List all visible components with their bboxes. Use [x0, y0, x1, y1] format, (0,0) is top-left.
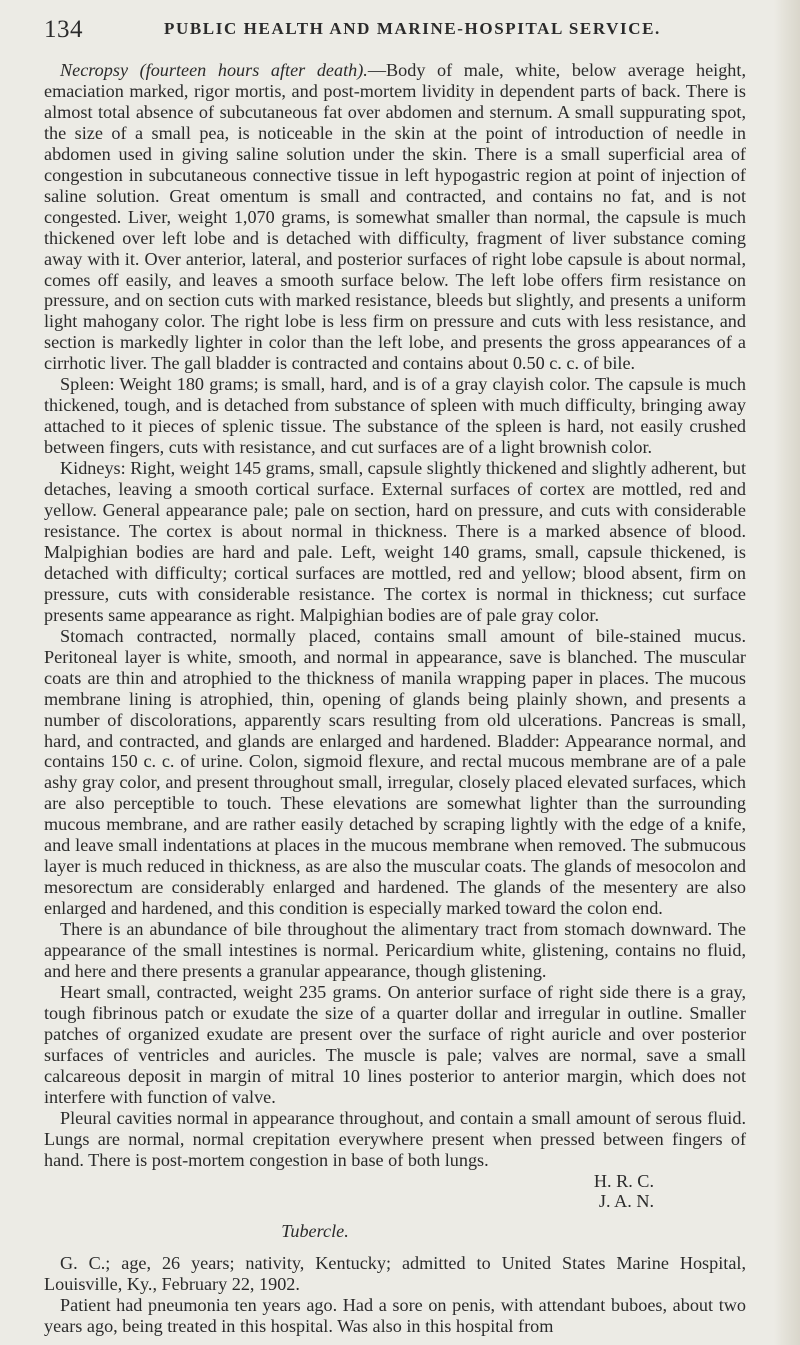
page-number: 134: [44, 16, 83, 43]
signature-1: H. R. C.: [593, 1170, 654, 1191]
page-header: [44, 10, 744, 48]
stomach-paragraph: Stomach contracted, normally placed, contains small amount of bile-stained mucus. Peritoneal layer is white, smooth, and normal in appearance, save is blanched. The muscular coats are thin and atrophied to the thickness of manila wrapping paper in places. The mucous membrane lining is atrophied, thin, opening of glands being plainly shown, and presents a number of discolorations, apparently scars resulting from old ulcerations. Pancreas is small, hard, and contracted, and glands are enlarged and hardened. Bladder: Appearance normal, and contains 150 c. c. of urine. Colon, sigmoid flexure, and rectal mucous membrane are of a pale ashy gray color, and present throughout small, irregular, closely placed elevated surfaces, which are also perceptible to touch. These elevations are somewhat lighter than the surrounding mucous membrane, and are rather easily detached by scraping lightly with the edge of a knife, and leave small indentations at places in the mucous membrane when removed. The submucous layer is much reduced in thickness, as are also the muscular coats. The glands of mesocolon and mesorectum are considerably enlarged and hardened. The glands of the mesentery are also enlarged and hardened, and this condition is especially marked toward the colon end.: [44, 625, 746, 919]
kidneys-paragraph: Kidneys: Right, weight 145 grams, small, capsule slightly thickened and slightly adherent, but detaches, leaving a smooth cortical surface. External surfaces of cortex are mottled, red and yellow. General appearance pale; pale on section, hard on pressure, and cuts with considerable resistance. The cortex is about normal in thickness. There is a marked absence of blood. Malpighian bodies are hard and pale. Left, weight 140 grams, small, capsule thickened, is detached with difficulty; cortical surfaces are mottled, red and yellow; blood absent, firm on pressure, cuts with considerable resistance. The cortex is normal in thickness; cut surface presents same appearance as right. Malpighian bodies are of pale gray color.: [44, 458, 746, 625]
necropsy-paragraph: [44, 60, 746, 374]
necropsy-lead: Necropsy (fourteen hours after death).: [60, 60, 368, 80]
bile-paragraph: There is an abundance of bile throughout the alimentary tract from stomach downward. The appearance of the small intestines is normal. Pericardium white, glistening, contains no fluid, and here and there presents a granular appearance, though glistening.: [44, 919, 746, 981]
section-title: Tubercle.: [281, 1221, 349, 1242]
spleen-paragraph: Spleen: Weight 180 grams; is small, hard, and is of a gray clayish color. The capsule is much thickened, tough, and is detached from substance of spleen with much difficulty, bringing away attached to it pieces of splenic tissue. The substance of the spleen is hard, not easily crushed between fingers, cuts with resistance, and cut surfaces are of a light brownish color.: [44, 374, 746, 458]
pleural-paragraph: Pleural cavities normal in appearance throughout, and contain a small amount of serous fluid. Lungs are normal, normal crepitation everywhere present when pressed between fingers of hand. There is post-mortem congestion in base of both lungs.: [44, 1107, 746, 1170]
running-head: PUBLIC HEALTH AND MARINE-HOSPITAL SERVICE.: [164, 19, 661, 38]
body-text: [44, 60, 746, 1337]
signature-2: J. A. N.: [598, 1191, 654, 1212]
page-edge: [774, 0, 800, 1345]
heart-paragraph: Heart small, contracted, weight 235 grams. On anterior surface of right side there is a gray, tough fibrinous patch or exudate the size of a quarter dollar and irregular in outline. Smaller patches of organized exudate are present over the surface of right auricle and over posterior surfaces of ventricles and auricles. The muscle is pale; valves are normal, save a small calcareous deposit in margin of mitral 10 lines posterior to anterior margin, which does not interfere with function of valve.: [44, 981, 746, 1107]
necropsy-text: —Body of male, white, below average height, emaciation marked, rigor mortis, and post-mortem lividity in dependent parts of back. There is almost total absence of subcutaneous fat over abdomen and sternum. A small suppurating spot, the size of a small pea, is noticeable in the skin at the point of introduction of needle in abdomen used in giving saline solution under the skin. There is a small superficial area of congestion in subcutaneous connective tissue in left hypogastric region at point of injection of saline solution. Great omentum is small and contracted, and contains no fat, and is not congested. Liver, weight 1,070 grams, is somewhat smaller than normal, the capsule is much thickened over left lobe and is detached with difficulty, fragment of liver substance coming away with it. Over anterior, lateral, and posterior surfaces of right lobe capsule is about normal, comes off easily, and leaves a smooth surface below. The left lobe offers firm resistance on pressure, and on section cuts with marked resistance, bleeds but slightly, and presents a uniform light mahogany color. The right lobe is less firm on pressure and cuts with less resistance, and section is markedly lighter in color than the left lobe, and presents the gross appearances of a cirrhotic liver. The gall bladder is contracted and contains about 0.50 c. c. of bile.: [44, 60, 746, 374]
case-intro-paragraph: G. C.; age, 26 years; nativity, Kentucky; admitted to United States Marine Hospital, Louisville, Ky., February 22, 1902.: [44, 1253, 746, 1295]
history-paragraph: Patient had pneumonia ten years ago. Had a sore on penis, with attendant buboes, about two years ago, being treated in this hospital. Was also in this hospital from: [44, 1295, 746, 1337]
